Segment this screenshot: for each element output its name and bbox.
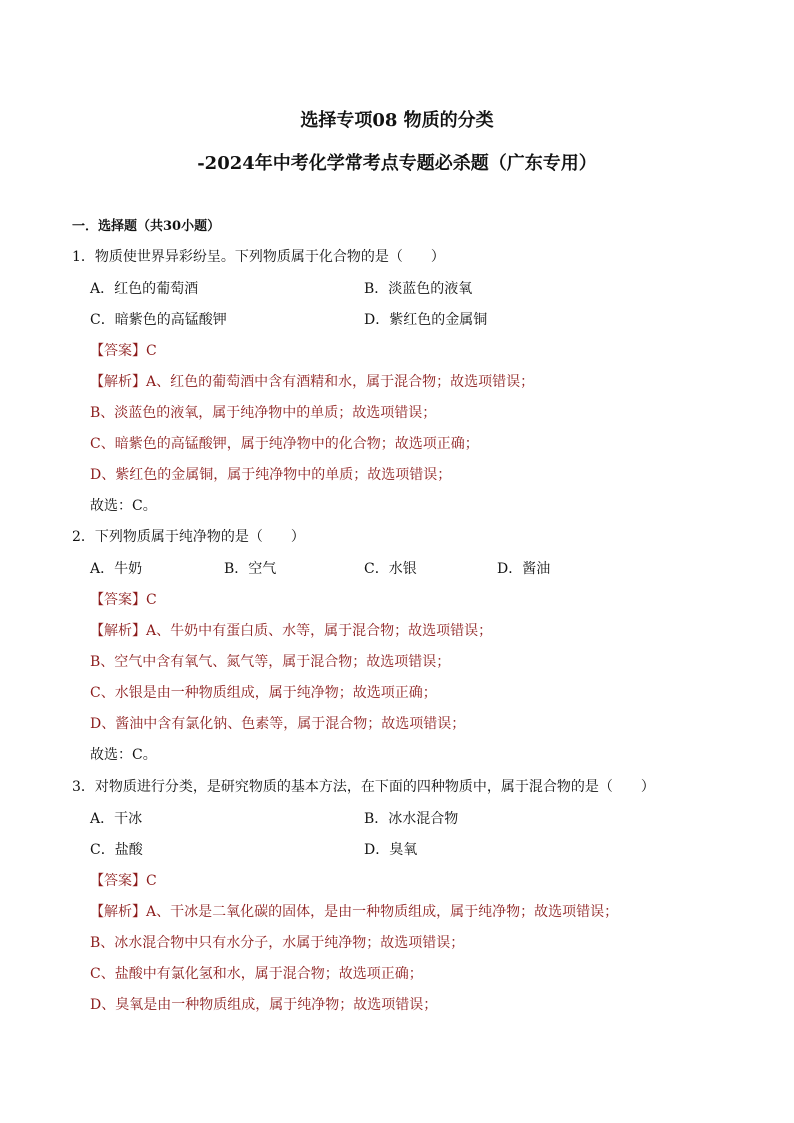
question-3-stem: 3．对物质进行分类，是研究物质的基本方法，在下面的四种物质中，属于混合物的是（ ） bbox=[72, 779, 655, 795]
question-1-stem: 1．物质使世界异彩纷呈。下列物质属于化合物的是（ ） bbox=[72, 249, 445, 265]
question-3-option-a: A．干冰 bbox=[90, 811, 143, 827]
question-3-answer: 【答案】C bbox=[90, 873, 157, 889]
question-2-analysis-1: 【解析】A、牛奶中有蛋白质、水等，属于混合物；故选项错误； bbox=[90, 623, 493, 639]
question-2-option-d: D．酱油 bbox=[497, 561, 551, 577]
question-1-option-a: A．红色的葡萄酒 bbox=[90, 281, 199, 297]
question-2-stem: 2．下列物质属于纯净物的是（ ） bbox=[72, 529, 305, 545]
question-1-option-c: C．暗紫色的高锰酸钾 bbox=[90, 312, 227, 328]
question-1-analysis-2: B、淡蓝色的液氧，属于纯净物中的单质；故选项错误； bbox=[90, 405, 437, 421]
question-2-option-a: A．牛奶 bbox=[90, 561, 143, 577]
document-title: 选择专项08 物质的分类 bbox=[300, 110, 494, 131]
question-1-analysis-3: C、暗紫色的高锰酸钾，属于纯净物中的化合物；故选项正确； bbox=[90, 436, 479, 452]
question-2-analysis-4: D、酱油中含有氯化钠、色素等，属于混合物；故选项错误； bbox=[90, 716, 466, 732]
question-2-conclusion: 故选：C。 bbox=[90, 747, 157, 763]
question-3-option-b: B．冰水混合物 bbox=[364, 811, 459, 827]
question-2-analysis-3: C、水银是由一种物质组成，属于纯净物；故选项正确； bbox=[90, 685, 437, 701]
question-2-option-c: C．水银 bbox=[364, 561, 417, 577]
question-3-analysis-3: C、盐酸中有氯化氢和水，属于混合物；故选项正确； bbox=[90, 966, 423, 982]
question-3-option-d: D．臭氧 bbox=[364, 842, 418, 858]
question-3-option-c: C．盐酸 bbox=[90, 842, 143, 858]
question-1-option-d: D．紫红色的金属铜 bbox=[364, 312, 488, 328]
question-1-option-b: B．淡蓝色的液氧 bbox=[364, 281, 473, 297]
question-1-analysis-1: 【解析】A、红色的葡萄酒中含有酒精和水，属于混合物；故选项错误； bbox=[90, 374, 535, 390]
question-2-analysis-2: B、空气中含有氧气、氮气等，属于混合物；故选项错误； bbox=[90, 654, 451, 670]
question-1-analysis-4: D、紫红色的金属铜，属于纯净物中的单质；故选项错误； bbox=[90, 467, 452, 483]
question-3-analysis-2: B、冰水混合物中只有水分子，水属于纯净物；故选项错误； bbox=[90, 935, 465, 951]
question-3-analysis-4: D、臭氧是由一种物质组成，属于纯净物；故选项错误； bbox=[90, 997, 438, 1013]
question-2-option-b: B．空气 bbox=[224, 561, 277, 577]
question-2-answer: 【答案】C bbox=[90, 592, 157, 608]
question-1-answer: 【答案】C bbox=[90, 343, 157, 359]
document-subtitle: -2024年中考化学常考点专题必杀题（广东专用） bbox=[197, 153, 597, 174]
question-3-analysis-1: 【解析】A、干冰是二氧化碳的固体，是由一种物质组成，属于纯净物；故选项错误； bbox=[90, 904, 619, 920]
section-heading: 一．选择题（共30小题） bbox=[72, 219, 221, 234]
question-1-conclusion: 故选：C。 bbox=[90, 498, 157, 514]
